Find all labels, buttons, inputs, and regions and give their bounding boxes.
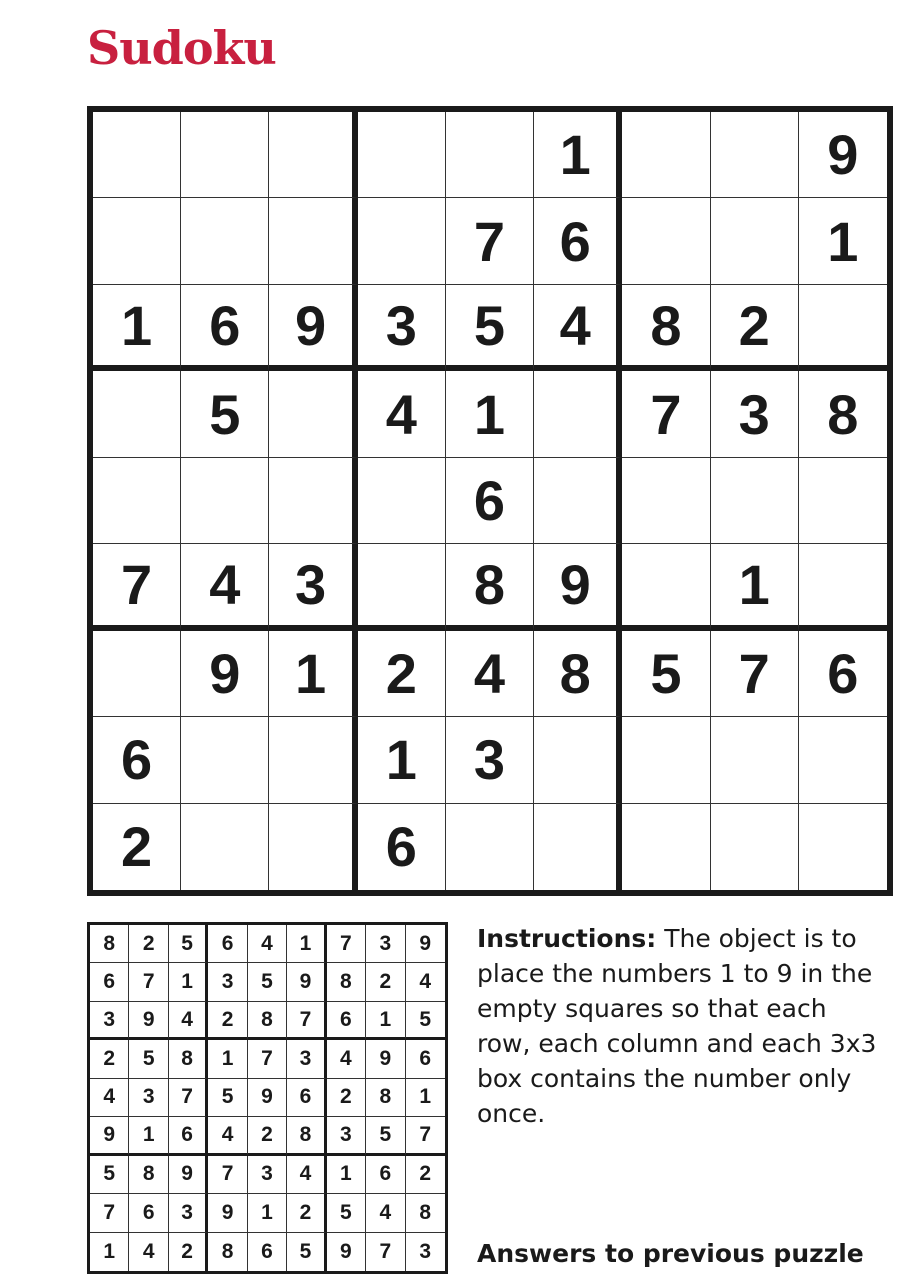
answer-cell-r3c9: 5 xyxy=(406,1002,445,1040)
empty-puzzle-cell-r5c7[interactable] xyxy=(622,458,710,544)
answer-cell-r7c1: 5 xyxy=(90,1156,129,1194)
answer-cell-r1c2: 2 xyxy=(129,925,168,963)
answer-cell-r6c1: 9 xyxy=(90,1117,129,1155)
puzzle-title: Sudoku xyxy=(87,21,276,75)
puzzle-cell-r8c4: 1 xyxy=(358,717,446,803)
answer-cell-r9c3: 2 xyxy=(169,1233,208,1271)
empty-puzzle-cell-r5c3[interactable] xyxy=(269,458,357,544)
empty-puzzle-cell-r9c6[interactable] xyxy=(534,804,622,890)
puzzle-cell-r3c6: 4 xyxy=(534,285,622,371)
puzzle-cell-r9c1: 2 xyxy=(93,804,181,890)
empty-puzzle-cell-r8c8[interactable] xyxy=(711,717,799,803)
puzzle-cell-r2c5: 7 xyxy=(446,198,534,284)
empty-puzzle-cell-r1c2[interactable] xyxy=(181,112,269,198)
answer-cell-r6c4: 4 xyxy=(208,1117,247,1155)
empty-puzzle-cell-r4c3[interactable] xyxy=(269,371,357,457)
answer-cell-r3c3: 4 xyxy=(169,1002,208,1040)
empty-puzzle-cell-r5c4[interactable] xyxy=(358,458,446,544)
empty-puzzle-cell-r2c8[interactable] xyxy=(711,198,799,284)
answer-cell-r7c2: 8 xyxy=(129,1156,168,1194)
sudoku-puzzle-grid xyxy=(87,106,893,896)
puzzle-cell-r3c1: 1 xyxy=(93,285,181,371)
empty-puzzle-cell-r4c1[interactable] xyxy=(93,371,181,457)
answer-cell-r9c7: 9 xyxy=(327,1233,366,1271)
empty-puzzle-cell-r2c3[interactable] xyxy=(269,198,357,284)
answer-cell-r9c2: 4 xyxy=(129,1233,168,1271)
puzzle-cell-r7c8: 7 xyxy=(711,631,799,717)
empty-puzzle-cell-r6c4[interactable] xyxy=(358,544,446,630)
answer-cell-r1c7: 7 xyxy=(327,925,366,963)
empty-puzzle-cell-r3c9[interactable] xyxy=(799,285,887,371)
answer-cell-r5c9: 1 xyxy=(406,1079,445,1117)
answer-cell-r1c4: 6 xyxy=(208,925,247,963)
empty-puzzle-cell-r5c2[interactable] xyxy=(181,458,269,544)
puzzle-cell-r3c8: 2 xyxy=(711,285,799,371)
empty-puzzle-cell-r1c7[interactable] xyxy=(622,112,710,198)
empty-puzzle-cell-r1c3[interactable] xyxy=(269,112,357,198)
puzzle-cell-r7c3: 1 xyxy=(269,631,357,717)
answer-cell-r9c4: 8 xyxy=(208,1233,247,1271)
answer-cell-r8c3: 3 xyxy=(169,1194,208,1232)
empty-puzzle-cell-r2c4[interactable] xyxy=(358,198,446,284)
puzzle-cell-r1c9: 9 xyxy=(799,112,887,198)
puzzle-cell-r7c6: 8 xyxy=(534,631,622,717)
answer-cell-r4c9: 6 xyxy=(406,1040,445,1078)
answer-cell-r4c3: 8 xyxy=(169,1040,208,1078)
empty-puzzle-cell-r4c6[interactable] xyxy=(534,371,622,457)
answer-cell-r3c6: 7 xyxy=(287,1002,326,1040)
answer-cell-r5c3: 7 xyxy=(169,1079,208,1117)
empty-puzzle-cell-r9c3[interactable] xyxy=(269,804,357,890)
answer-cell-r5c7: 2 xyxy=(327,1079,366,1117)
puzzle-cell-r5c5: 6 xyxy=(446,458,534,544)
puzzle-cell-r6c6: 9 xyxy=(534,544,622,630)
empty-puzzle-cell-r8c9[interactable] xyxy=(799,717,887,803)
puzzle-cell-r7c2: 9 xyxy=(181,631,269,717)
instructions-label: Instructions: xyxy=(477,924,657,953)
answer-cell-r2c9: 4 xyxy=(406,963,445,1001)
empty-puzzle-cell-r9c7[interactable] xyxy=(622,804,710,890)
answer-cell-r3c4: 2 xyxy=(208,1002,247,1040)
answer-cell-r2c8: 2 xyxy=(366,963,405,1001)
answer-cell-r6c6: 8 xyxy=(287,1117,326,1155)
puzzle-cell-r4c8: 3 xyxy=(711,371,799,457)
empty-puzzle-cell-r9c5[interactable] xyxy=(446,804,534,890)
answer-cell-r7c8: 6 xyxy=(366,1156,405,1194)
answer-cell-r8c6: 2 xyxy=(287,1194,326,1232)
puzzle-cell-r4c4: 4 xyxy=(358,371,446,457)
answer-cell-r9c6: 5 xyxy=(287,1233,326,1271)
answer-cell-r8c1: 7 xyxy=(90,1194,129,1232)
answer-cell-r8c8: 4 xyxy=(366,1194,405,1232)
puzzle-cell-r3c2: 6 xyxy=(181,285,269,371)
empty-puzzle-cell-r1c4[interactable] xyxy=(358,112,446,198)
answer-cell-r4c2: 5 xyxy=(129,1040,168,1078)
empty-puzzle-cell-r1c5[interactable] xyxy=(446,112,534,198)
answer-cell-r7c5: 3 xyxy=(248,1156,287,1194)
puzzle-cell-r3c5: 5 xyxy=(446,285,534,371)
answer-cell-r8c4: 9 xyxy=(208,1194,247,1232)
empty-puzzle-cell-r8c3[interactable] xyxy=(269,717,357,803)
answer-cell-r1c6: 1 xyxy=(287,925,326,963)
answer-cell-r1c9: 9 xyxy=(406,925,445,963)
puzzle-cell-r8c5: 3 xyxy=(446,717,534,803)
answer-cell-r9c9: 3 xyxy=(419,1239,432,1263)
empty-puzzle-cell-r6c7[interactable] xyxy=(622,544,710,630)
answer-cell-r5c8: 8 xyxy=(366,1079,405,1117)
puzzle-cell-r6c8: 1 xyxy=(711,544,799,630)
answer-cell-r5c2: 3 xyxy=(129,1079,168,1117)
puzzle-cell-r3c7: 8 xyxy=(622,285,710,371)
answer-cell-r6c7: 3 xyxy=(327,1117,366,1155)
answer-cell-r8c5: 1 xyxy=(248,1194,287,1232)
puzzle-cell-r6c2: 4 xyxy=(181,544,269,630)
answer-cell-r5c4: 5 xyxy=(208,1079,247,1117)
answer-cell-r5c5: 9 xyxy=(248,1079,287,1117)
answer-cell-r7c6: 4 xyxy=(287,1156,326,1194)
answer-cell-r1c3: 5 xyxy=(169,925,208,963)
answer-cell-r2c6: 9 xyxy=(287,963,326,1001)
answer-cell-r8c2: 6 xyxy=(129,1194,168,1232)
puzzle-cell-r6c1: 7 xyxy=(93,544,181,630)
answer-cell-r8c7: 5 xyxy=(327,1194,366,1232)
answer-cell-r3c7: 6 xyxy=(327,1002,366,1040)
puzzle-cell-r3c3: 9 xyxy=(269,285,357,371)
puzzle-cell-r4c7: 7 xyxy=(622,371,710,457)
puzzle-cell-r1c6: 1 xyxy=(534,112,622,198)
answer-cell-r9c1: 1 xyxy=(90,1233,129,1271)
empty-puzzle-cell-r7c1[interactable] xyxy=(93,631,181,717)
answer-cell-r7c3: 9 xyxy=(169,1156,208,1194)
answer-cell-r1c8: 3 xyxy=(366,925,405,963)
empty-puzzle-cell-r8c7[interactable] xyxy=(622,717,710,803)
empty-puzzle-cell-r2c7[interactable] xyxy=(622,198,710,284)
answer-cell-r6c5: 2 xyxy=(248,1117,287,1155)
empty-puzzle-cell-r9c8[interactable] xyxy=(711,804,799,890)
puzzle-cell-r6c3: 3 xyxy=(269,544,357,630)
answer-cell-r4c4: 1 xyxy=(208,1040,247,1078)
empty-puzzle-cell-r5c6[interactable] xyxy=(534,458,622,544)
answer-cell-r5c6: 6 xyxy=(287,1079,326,1117)
instructions-body: The object is to place the numbers 1 to 9 in the empty squares so that each row, each column and each 3x3 box contains the number only once. xyxy=(477,924,877,1128)
previous-answers-grid xyxy=(87,922,448,1274)
answer-cell-r7c4: 7 xyxy=(208,1156,247,1194)
answer-cell-r3c2: 9 xyxy=(129,1002,168,1040)
empty-puzzle-cell-r8c6[interactable] xyxy=(534,717,622,803)
empty-puzzle-cell-r9c2[interactable] xyxy=(181,804,269,890)
puzzle-cell-r9c4: 6 xyxy=(358,804,446,890)
answer-cell-r7c9: 2 xyxy=(406,1156,445,1194)
answer-cell-r4c1: 2 xyxy=(90,1040,129,1078)
answer-cell-r2c4: 3 xyxy=(208,963,247,1001)
puzzle-cell-r4c5: 1 xyxy=(446,371,534,457)
puzzle-cell-r4c2: 5 xyxy=(181,371,269,457)
answer-cell-r1c1: 8 xyxy=(90,925,129,963)
answer-cell-r2c5: 5 xyxy=(248,963,287,1001)
answer-cell-r8c9: 8 xyxy=(406,1194,445,1232)
answer-cell-r6c9: 7 xyxy=(406,1117,445,1155)
empty-puzzle-cell-r1c1[interactable] xyxy=(93,112,181,198)
puzzle-cell-r7c5: 4 xyxy=(446,631,534,717)
answer-cell-r4c6: 3 xyxy=(287,1040,326,1078)
empty-puzzle-cell-r5c8[interactable] xyxy=(711,458,799,544)
answers-caption: Answers to previous puzzle xyxy=(477,1239,864,1268)
answer-cell-r6c8: 5 xyxy=(366,1117,405,1155)
answer-cell-r7c7: 1 xyxy=(327,1156,366,1194)
puzzle-cell-r7c4: 2 xyxy=(358,631,446,717)
puzzle-cell-r3c4: 3 xyxy=(358,285,446,371)
empty-puzzle-cell-r2c1[interactable] xyxy=(93,198,181,284)
puzzle-cell-r2c9: 1 xyxy=(799,198,887,284)
answer-cell-r3c5: 8 xyxy=(248,1002,287,1040)
instructions-text xyxy=(477,921,887,1131)
answer-cell-r4c7: 4 xyxy=(327,1040,366,1078)
puzzle-cell-r7c7: 5 xyxy=(622,631,710,717)
answer-cell-r3c8: 1 xyxy=(366,1002,405,1040)
answer-cell-r3c1: 3 xyxy=(90,1002,129,1040)
empty-puzzle-cell-r8c2[interactable] xyxy=(181,717,269,803)
answer-cell-r4c8: 9 xyxy=(366,1040,405,1078)
answer-cell-r4c5: 7 xyxy=(248,1040,287,1078)
empty-puzzle-cell-r5c1[interactable] xyxy=(93,458,181,544)
empty-puzzle-cell-r1c8[interactable] xyxy=(711,112,799,198)
empty-puzzle-cell-r6c9[interactable] xyxy=(799,544,887,630)
answer-cell-r2c3: 1 xyxy=(169,963,208,1001)
answer-cell-r2c7: 8 xyxy=(327,963,366,1001)
answer-cell-r2c1: 6 xyxy=(90,963,129,1001)
answer-cell-r6c2: 1 xyxy=(129,1117,168,1155)
answer-cell-r5c1: 4 xyxy=(90,1079,129,1117)
empty-puzzle-cell-r5c9[interactable] xyxy=(799,458,887,544)
puzzle-cell-r7c9: 6 xyxy=(799,631,887,717)
puzzle-cell-r2c6: 6 xyxy=(534,198,622,284)
answer-cell-r6c3: 6 xyxy=(169,1117,208,1155)
puzzle-cell-r8c1: 6 xyxy=(93,717,181,803)
empty-puzzle-cell-r9c9[interactable] xyxy=(799,804,887,890)
empty-puzzle-cell-r2c2[interactable] xyxy=(181,198,269,284)
puzzle-cell-r6c5: 8 xyxy=(446,544,534,630)
answer-cell-r2c2: 7 xyxy=(129,963,168,1001)
answer-cell-r1c5: 4 xyxy=(248,925,287,963)
answer-cell-r9c5: 6 xyxy=(248,1233,287,1271)
puzzle-cell-r4c9: 8 xyxy=(799,371,887,457)
answer-cell-r9c8: 7 xyxy=(366,1233,405,1271)
